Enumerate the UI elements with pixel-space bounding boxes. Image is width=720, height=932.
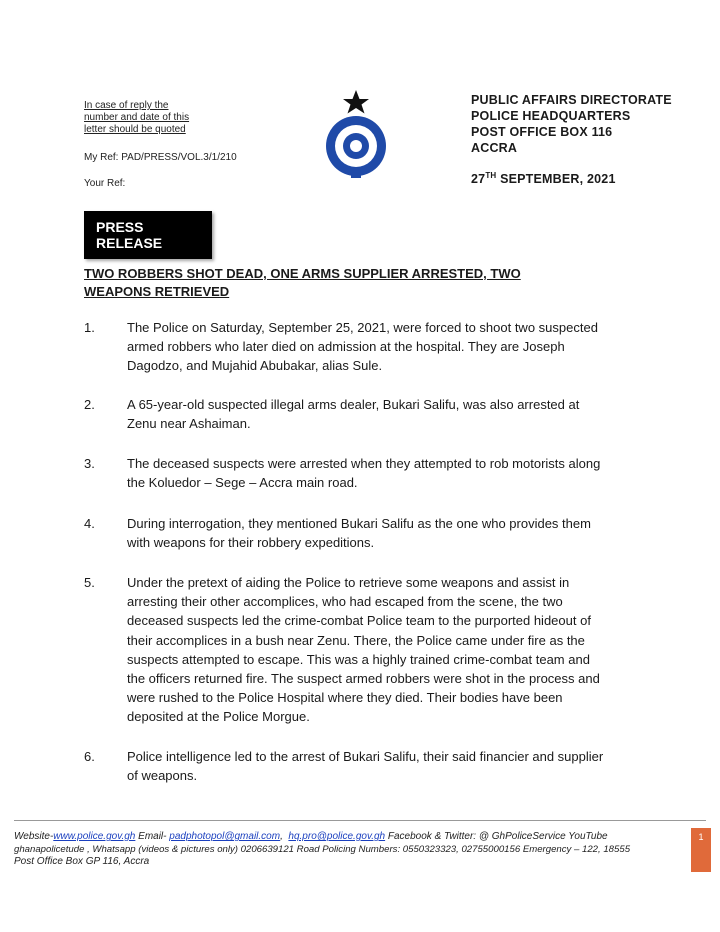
footer-divider [14, 820, 706, 821]
paragraph-line: Under the pretext of aiding the Police to retrieve some weapons and assist in [127, 575, 570, 590]
paragraph-number: 2. [84, 397, 95, 412]
paragraph-line: Police intelligence led to the arrest of Bukari Salifu, their said financier and supplier [127, 749, 604, 764]
paragraph-line: the Koluedor – Sege – Accra main road. [127, 475, 358, 491]
paragraph-line: Zenu near Ashaiman. [127, 416, 251, 432]
address-line: ACCRA [471, 141, 518, 155]
paragraph-line: During interrogation, they mentioned Bukari Salifu as the one who provides them [127, 516, 591, 531]
address-line: PUBLIC AFFAIRS DIRECTORATE [471, 93, 672, 107]
reply-note [84, 100, 204, 136]
website-label: Website- [14, 831, 54, 842]
website-link[interactable]: www.police.gov.gh [53, 831, 136, 842]
date-day: 27 [471, 172, 486, 187]
paragraph-3 [127, 454, 637, 492]
title-line: TWO ROBBERS SHOT DEAD, ONE ARMS SUPPLIER ARRESTED, TWO [84, 266, 521, 281]
paragraph-number: 3. [84, 456, 95, 471]
paragraph-1 [127, 318, 637, 376]
date-rest: SEPTEMBER, 2021 [496, 172, 616, 187]
reply-note-line: number and date of this [84, 112, 190, 123]
reply-note-line: In case of reply the [84, 100, 169, 111]
date-suffix: TH [485, 171, 497, 180]
paragraph-line: the officers returned fire. The suspect armed robbers were shot in the process and [127, 671, 600, 687]
paragraph-line: were rushed to the Police Hospital where they died. Their bodies have been [127, 690, 563, 706]
paragraph-6 [127, 747, 637, 785]
your-ref: Your Ref: [84, 178, 126, 189]
paragraph-line: with weapons for their robbery expeditions. [127, 535, 375, 551]
paragraph-line: deposited at the Police Morgue. [127, 709, 310, 725]
paragraph-number: 6. [84, 749, 95, 764]
footer-line-3: Post Office Box GP 116, Accra [14, 856, 150, 867]
paragraph-line: A 65-year-old suspected illegal arms dealer, Bukari Salifu, was also arrested at [127, 397, 580, 412]
paragraph-line: their accomplices in a bush near Zenu. There, the Police came under fire as the [127, 632, 585, 648]
paragraph-number: 1. [84, 320, 95, 335]
paragraph-line: armed robbers who later died on admission at the hospital. They are Joseph [127, 339, 565, 355]
paragraph-line: of weapons. [127, 768, 198, 784]
footer-line-1: Website-www.police.gov.gh Email- padphotopol@gmail.com, hq.pro@police.gov.gh Facebook & Twitter: @ GhPoliceService YouTube [14, 831, 608, 842]
my-ref: My Ref: PAD/PRESS/VOL.3/1/210 [84, 152, 237, 163]
page-number-text: 1 [698, 832, 704, 842]
address-line: POLICE HEADQUARTERS [471, 109, 631, 123]
ghana-police-logo [318, 88, 394, 184]
email-link-1[interactable]: padphotopol@gmail.com [169, 831, 281, 842]
release-title [84, 265, 644, 301]
paragraph-line: The deceased suspects were arrested when they attempted to rob motorists along [127, 456, 601, 471]
paragraph-5 [127, 573, 637, 727]
address-line: POST OFFICE BOX 116 [471, 125, 613, 139]
email-label: Email- [135, 831, 170, 842]
paragraph-line: arresting their other accomplices, who had escaped from the scene, the two [127, 594, 563, 610]
title-line: WEAPONS RETRIEVED [84, 284, 230, 299]
social-text: Facebook & Twitter: @ GhPoliceService YouTube [385, 831, 608, 842]
paragraph-line: deceased suspects led the crime-combat Police team to the purported hideout of [127, 613, 591, 629]
paragraph-line: The Police on Saturday, September 25, 2021, were forced to shoot two suspected [127, 320, 598, 335]
footer-line-2: ghanapolicetude , Whatsapp (videos & pictures only) 0206639121 Road Policing Numbers: 0550323323, 02755000156 Emergency – 122, 18555 [14, 843, 631, 855]
paragraph-line: suspects attempted to escape. This was a highly trained crime-combat team and [127, 651, 590, 667]
email-link-2[interactable]: hq.pro@police.gov.gh [288, 831, 386, 842]
paragraph-line: Dagodzo, and Mujahid Abubakar, alias Sule. [127, 358, 383, 374]
paragraph-4 [127, 514, 637, 552]
address-block [471, 92, 711, 156]
press-release-badge: PRESS RELEASE [84, 211, 212, 259]
footer-contact [14, 831, 686, 869]
release-date [471, 168, 616, 187]
paragraph-number: 4. [84, 516, 95, 531]
paragraph-2 [127, 395, 637, 433]
page-number [691, 828, 711, 872]
paragraph-number: 5. [84, 575, 95, 590]
reply-note-line: letter should be quoted [84, 124, 186, 135]
